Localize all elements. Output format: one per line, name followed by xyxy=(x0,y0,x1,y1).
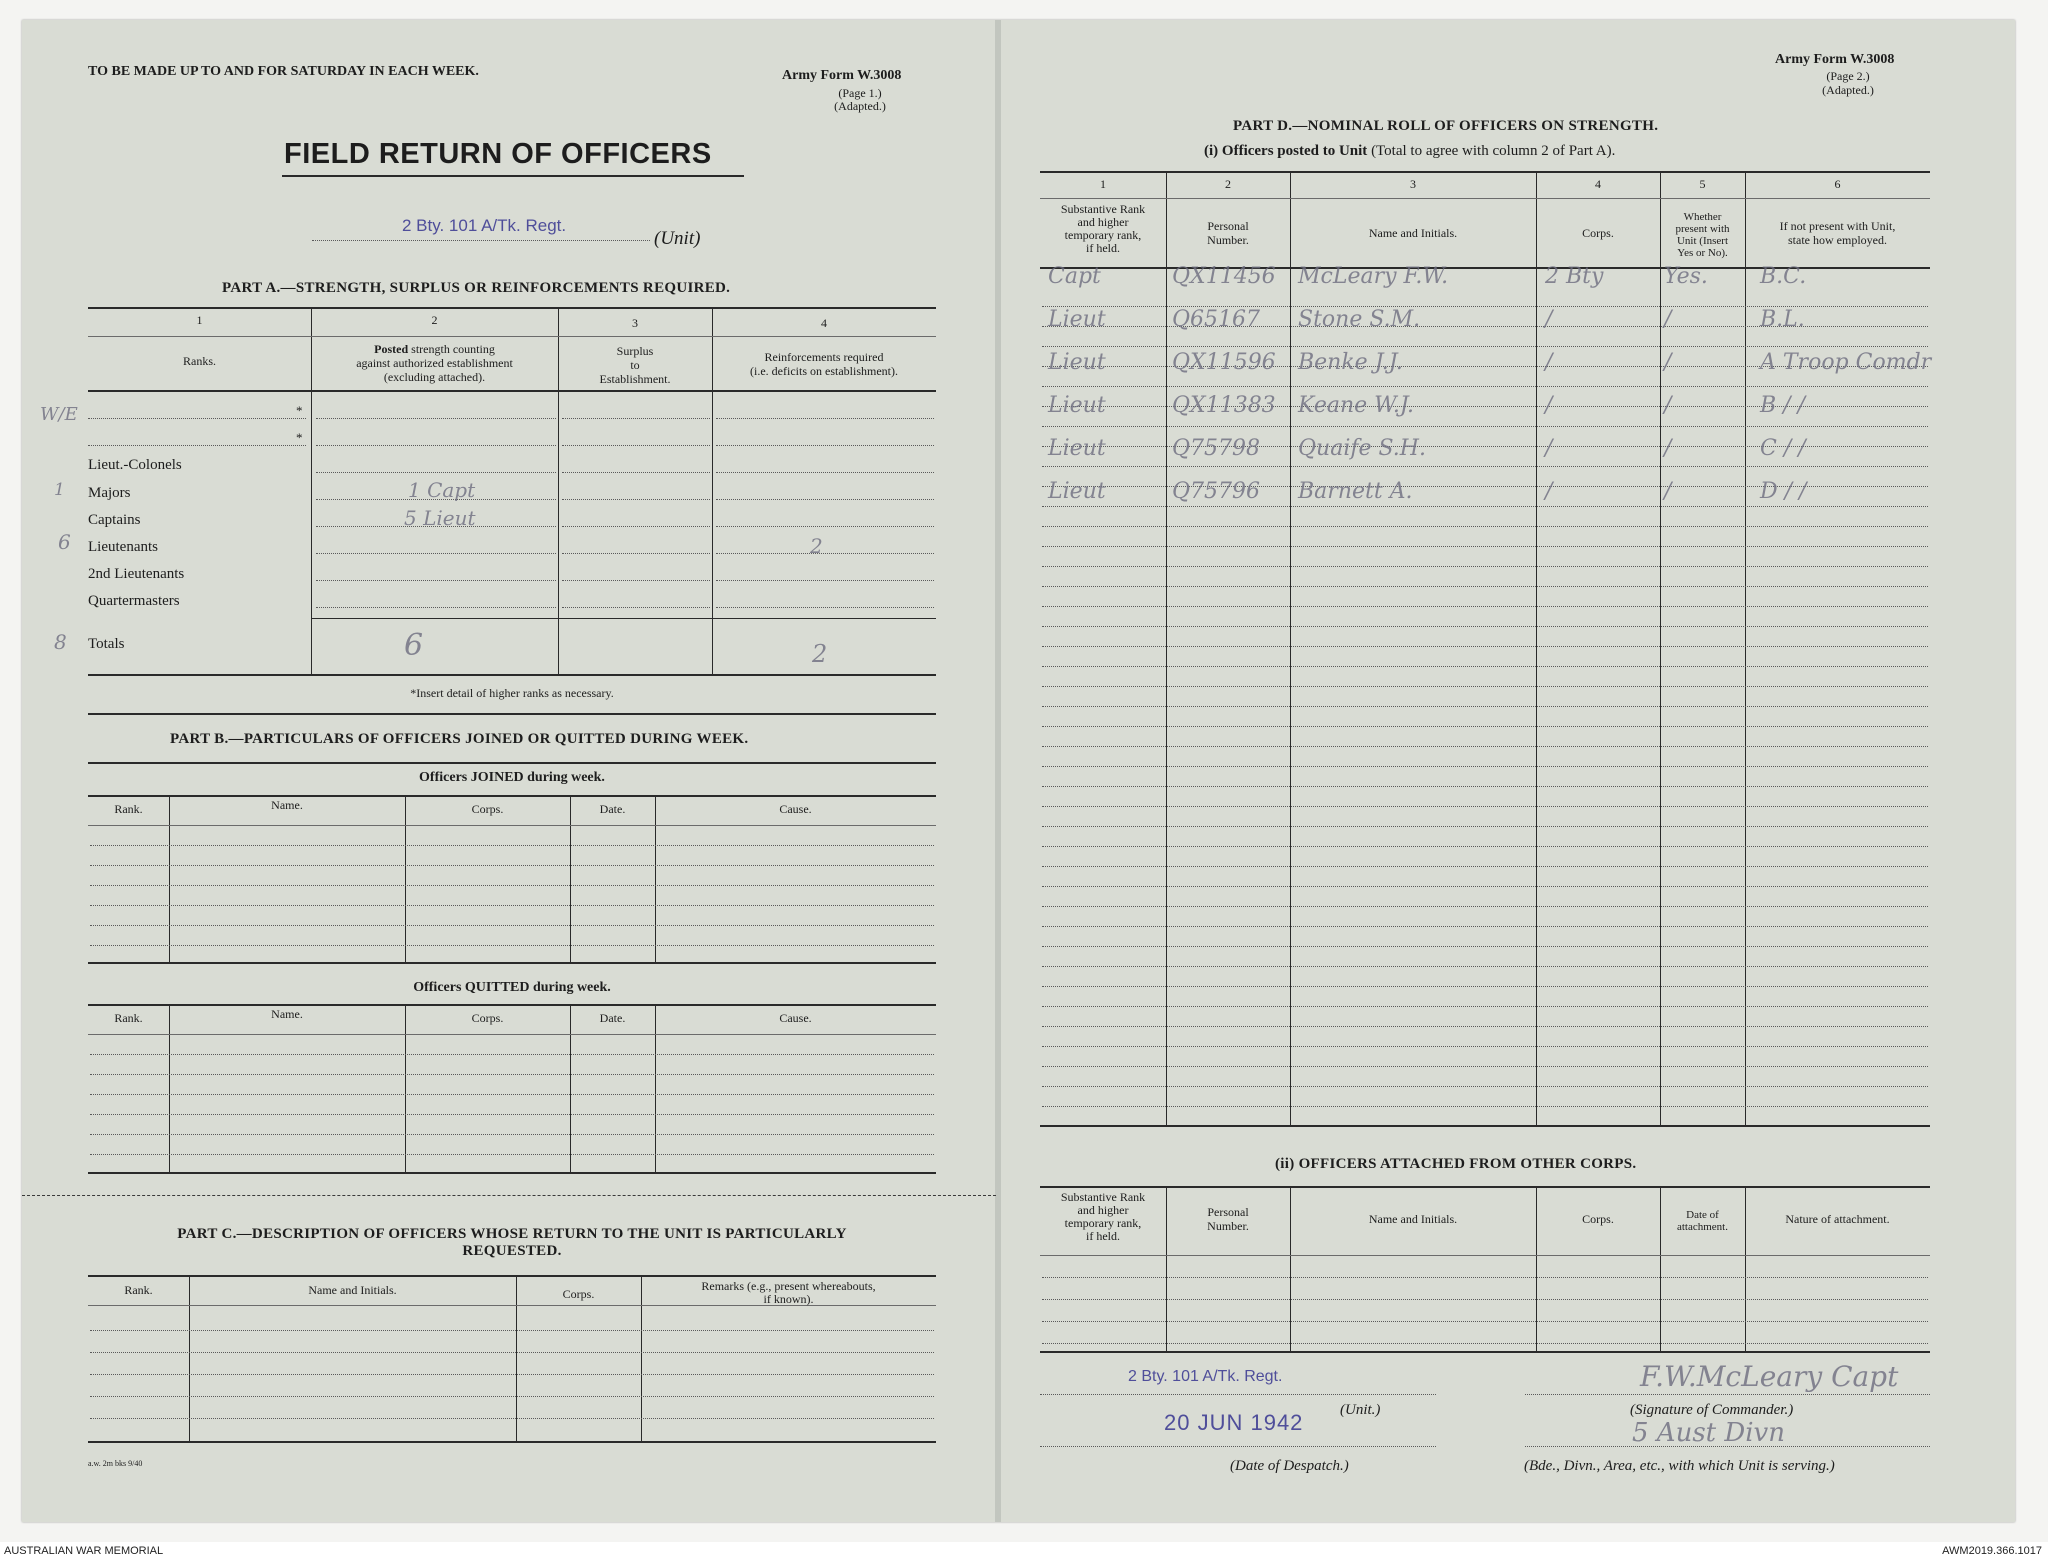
rank-label: Quartermasters xyxy=(88,593,180,609)
unit-stamp-p2: 2 Bty. 101 A/Tk. Regt. xyxy=(1128,1368,1283,1385)
part-d-col-divider xyxy=(1290,171,1291,1126)
roll-cell-number: QX11383 xyxy=(1172,393,1276,418)
joined-col-head: Cause. xyxy=(779,802,812,816)
present-head-line: present with xyxy=(1675,223,1730,235)
part-a-head-rule xyxy=(88,390,936,392)
part-c-row-line xyxy=(90,1374,934,1375)
part-d-sub-bold: (i) Officers posted to Unit xyxy=(1204,143,1368,159)
part-a-row-line xyxy=(562,445,710,446)
part-c-remarks-line1: Remarks (e.g., present whereabouts, xyxy=(701,1279,876,1293)
rank-label: Lieutenants xyxy=(88,539,158,555)
part-c-col-head: Corps. xyxy=(562,1287,595,1301)
employed-head-line: If not present with Unit, xyxy=(1779,219,1896,233)
title-underline xyxy=(282,175,744,177)
roll-cell-employed: B.C. xyxy=(1760,264,1807,289)
att-pn-col-head xyxy=(1166,1205,1290,1233)
part-d-row-line xyxy=(1042,806,1928,807)
attached-row-line xyxy=(1042,1277,1928,1278)
part-d-row-line xyxy=(1042,346,1928,347)
part-a-row-line xyxy=(316,553,556,554)
print-code: a.w. 2m bks 9/40 xyxy=(88,1459,143,1468)
part-a-row-line xyxy=(562,607,710,608)
roll-cell-number: QX11456 xyxy=(1172,264,1276,289)
part-d-row-line xyxy=(1042,426,1928,427)
ranks-col-head: Ranks. xyxy=(183,354,216,368)
quitted-col-head: Cause. xyxy=(779,1011,812,1025)
surplus-line2: to xyxy=(630,358,640,372)
part-a-heading: PART A.—STRENGTH, SURPLUS OR REINFORCEMENTS REQUIRED. xyxy=(222,280,731,296)
hw-posted-capt: 1 Capt xyxy=(408,478,476,502)
roll-cell-employed: D / / xyxy=(1760,479,1807,504)
roll-cell-name: McLeary F.W. xyxy=(1298,264,1449,289)
joined-col-head: Corps. xyxy=(471,802,504,816)
roll-cell-number: QX11596 xyxy=(1172,350,1276,375)
part-c-heading-line1: PART C.—DESCRIPTION OF OFFICERS WHOSE RETURN TO THE UNIT IS PARTICULARLY xyxy=(177,1226,847,1242)
part-d-heading: PART D.—NOMINAL ROLL OF OFFICERS ON STRENGTH. xyxy=(1233,118,1659,134)
part-b-col-divider xyxy=(169,1006,170,1172)
form-id-p1: Army Form W.3008 xyxy=(782,68,902,83)
surplus-line1: Surplus xyxy=(616,344,654,358)
quitted-col-head: Corps. xyxy=(471,1011,504,1025)
attached-col-divider xyxy=(1290,1186,1291,1352)
star-marker: * xyxy=(296,403,303,418)
part-b-row-line xyxy=(90,845,934,846)
part-c-col-divider xyxy=(189,1277,190,1441)
unit-stamp-p1: 2 Bty. 101 A/Tk. Regt. xyxy=(402,216,567,235)
part-b-row-line xyxy=(90,1134,934,1135)
pn-head-line: Personal xyxy=(1207,219,1249,233)
attached-top-rule xyxy=(1040,1186,1930,1188)
archive-footer xyxy=(0,1542,2048,1561)
part-b-col-divider xyxy=(405,797,406,962)
employed-col-head xyxy=(1745,219,1930,247)
att-date-head-line: attachment. xyxy=(1676,1221,1728,1233)
part-a-end-rule xyxy=(88,713,936,715)
formation-line xyxy=(1525,1446,1930,1447)
hw-margin-6: 6 xyxy=(58,530,71,554)
part-d-row-line xyxy=(1042,646,1928,647)
part-a-row-line xyxy=(562,472,710,473)
surplus-line3: Establishment. xyxy=(599,372,671,386)
part-c-row-line xyxy=(90,1418,934,1419)
att-date-col-head xyxy=(1660,1209,1745,1233)
rank-label: Lieut.-Colonels xyxy=(88,457,182,473)
attached-bottom-rule xyxy=(1040,1351,1930,1353)
part-d-row-line xyxy=(1042,1086,1928,1087)
col-number: 1 xyxy=(196,313,203,327)
rank-label: 2nd Lieutenants xyxy=(88,566,185,582)
col-number: 2 xyxy=(1225,177,1231,191)
att-pn-head-line: Number. xyxy=(1207,1219,1249,1233)
roll-cell-number: Q75796 xyxy=(1172,479,1261,504)
part-d-col-divider xyxy=(1166,171,1167,1126)
part-d-row-line xyxy=(1042,586,1928,587)
hw-reinf-lieut: 2 xyxy=(810,534,823,558)
joined-col-head: Rank. xyxy=(114,802,143,816)
col-number: 3 xyxy=(1410,177,1416,191)
part-d-row-line xyxy=(1042,1046,1928,1047)
attached-heading: (ii) OFFICERS ATTACHED FROM OTHER CORPS. xyxy=(1275,1156,1637,1172)
rank-head-line: Substantive Rank xyxy=(1060,202,1146,216)
part-d-row-line xyxy=(1042,466,1928,467)
part-a-row-line xyxy=(716,472,934,473)
signature-line xyxy=(1525,1394,1930,1395)
posted-col-head xyxy=(311,342,558,384)
part-d-row-line xyxy=(1042,606,1928,607)
joined-heading: Officers JOINED during week. xyxy=(419,770,605,785)
part-d-col-divider xyxy=(1536,171,1537,1126)
part-d-row-line xyxy=(1042,1006,1928,1007)
top-note: TO BE MADE UP TO AND FOR SATURDAY IN EACH WEEK. xyxy=(88,64,479,79)
part-c-col-head: Name and Initials. xyxy=(308,1283,397,1297)
cut-line xyxy=(22,1195,996,1196)
joined-head-rule xyxy=(88,795,936,797)
part-b-row-line xyxy=(90,1074,934,1075)
roll-cell-number: Q65167 xyxy=(1172,307,1261,332)
part-a-footnote: *Insert detail of higher ranks as necessary. xyxy=(410,686,614,700)
roll-cell-present: / xyxy=(1664,307,1672,332)
quitted-col-head: Name. xyxy=(271,1007,303,1021)
roll-cell-employed: B.L. xyxy=(1760,307,1805,332)
hw-posted-lieut: 5 Lieut xyxy=(404,506,476,530)
part-d-row-line xyxy=(1042,926,1928,927)
att-date-head-line: Date of xyxy=(1686,1209,1719,1221)
roll-cell-present: Yes. xyxy=(1664,264,1708,289)
rank-label: Majors xyxy=(88,485,131,501)
posted-line3: (excluding attached). xyxy=(383,370,486,384)
part-b-row-line xyxy=(90,905,934,906)
part-a-row-line xyxy=(562,418,710,419)
rank-label: Captains xyxy=(88,512,141,528)
part-c-remarks-line2: if known). xyxy=(763,1292,814,1306)
part-b-row-line xyxy=(90,885,934,886)
part-d-row-line xyxy=(1042,826,1928,827)
hw-margin-8: 8 xyxy=(54,630,67,654)
rank-head-line: if held. xyxy=(1086,241,1120,255)
roll-cell-name: Benke J.J. xyxy=(1298,350,1403,375)
col-number: 4 xyxy=(1595,177,1601,191)
pn-head-line: Number. xyxy=(1207,233,1249,247)
part-b-row-line xyxy=(90,1154,934,1155)
part-d-row-line xyxy=(1042,666,1928,667)
att-rank-head-line: Substantive Rank xyxy=(1060,1190,1146,1204)
roll-cell-rank: Lieut xyxy=(1048,393,1106,418)
part-a-row-line xyxy=(316,445,556,446)
part-b-row-line xyxy=(90,1054,934,1055)
att-rank-head-line: and higher xyxy=(1077,1203,1129,1217)
roll-cell-corps: / xyxy=(1545,393,1553,418)
part-d-row-line xyxy=(1042,626,1928,627)
att-nature-col-head: Nature of attachment. xyxy=(1785,1212,1890,1226)
footer-unit-line xyxy=(1040,1394,1436,1395)
part-b-heading: PART B.—PARTICULARS OF OFFICERS JOINED OR QUITTED DURING WEEK. xyxy=(170,731,749,747)
personal-number-col-head xyxy=(1166,219,1290,247)
roll-cell-rank: Lieut xyxy=(1048,350,1106,375)
quitted-col-head: Date. xyxy=(599,1011,626,1025)
roll-cell-present: / xyxy=(1664,436,1672,461)
surplus-col-head xyxy=(558,344,712,386)
part-d-number-rule xyxy=(1040,198,1930,199)
part-b-row-line xyxy=(90,1094,934,1095)
reinf-line1: Reinforcements required xyxy=(764,350,884,364)
part-b-col-divider xyxy=(570,1006,571,1172)
adapted-p1: (Adapted.) xyxy=(834,99,886,113)
attached-col-divider xyxy=(1745,1186,1746,1352)
present-head-line: Unit (Insert xyxy=(1676,235,1728,247)
form-id-p2: Army Form W.3008 xyxy=(1775,52,1895,67)
part-d-row-line xyxy=(1042,986,1928,987)
page-title: FIELD RETURN OF OFFICERS xyxy=(284,138,712,170)
part-d-row-line xyxy=(1042,886,1928,887)
page-label-p2: (Page 2.) xyxy=(1826,69,1870,83)
rank-col-head xyxy=(1040,203,1166,255)
part-a-row-line xyxy=(716,418,934,419)
part-a-bottom-rule xyxy=(88,674,936,676)
part-a-row-line xyxy=(716,607,934,608)
blank-rank-line xyxy=(88,445,306,446)
hw-total-reinf: 2 xyxy=(812,640,828,668)
part-a-top-rule xyxy=(88,307,936,309)
part-a-row-line xyxy=(316,472,556,473)
part-d-col-divider xyxy=(1660,171,1661,1126)
col-number: 5 xyxy=(1699,177,1706,191)
part-d-row-line xyxy=(1042,766,1928,767)
archive-right-label: AWM2019.366.1017 xyxy=(1942,1545,2042,1557)
roll-cell-corps: / xyxy=(1545,350,1553,375)
attached-head-rule xyxy=(1040,1255,1930,1256)
archive-left-label: AUSTRALIAN WAR MEMORIAL xyxy=(4,1545,164,1557)
part-a-row-line xyxy=(316,607,556,608)
footer-date-label: (Date of Despatch.) xyxy=(1230,1458,1349,1474)
part-d-sub-rest: (Total to agree with column 2 of Part A). xyxy=(1371,143,1616,159)
roll-cell-employed: B / / xyxy=(1760,393,1805,418)
roll-cell-rank: Lieut xyxy=(1048,479,1106,504)
corps-col-head: Corps. xyxy=(1582,226,1614,240)
part-a-row-line xyxy=(716,526,934,527)
part-d-row-line xyxy=(1042,726,1928,727)
present-col-head xyxy=(1660,211,1745,259)
part-c-row-line xyxy=(90,1396,934,1397)
center-fold xyxy=(995,20,1001,1522)
part-a-row-line xyxy=(316,418,556,419)
att-rank-head-line: temporary rank, xyxy=(1064,1216,1142,1230)
part-d-col-divider xyxy=(1745,171,1746,1126)
part-c-row-line xyxy=(90,1352,934,1353)
roll-cell-present: / xyxy=(1664,479,1672,504)
roll-cell-employed: C / / xyxy=(1760,436,1806,461)
part-d-row-line xyxy=(1042,1106,1928,1107)
part-a-row-line xyxy=(716,553,934,554)
part-d-row-line xyxy=(1042,746,1928,747)
joined-col-head: Date. xyxy=(599,802,626,816)
formation-label: (Bde., Divn., Area, etc., with which Unit is serving.) xyxy=(1524,1458,1835,1474)
reinforcements-col-head xyxy=(712,350,936,378)
totals-rule xyxy=(311,618,936,619)
part-c-heading-line2: REQUESTED. xyxy=(462,1243,562,1259)
roll-cell-corps: / xyxy=(1545,307,1553,332)
part-b-row-line xyxy=(90,925,934,926)
roll-cell-name: Quaife S.H. xyxy=(1298,436,1426,461)
name-col-head: Name and Initials. xyxy=(1368,226,1458,240)
hw-total-posted: 6 xyxy=(404,628,424,663)
part-b-top-rule xyxy=(88,762,936,764)
star-marker: * xyxy=(296,430,303,445)
roll-cell-number: Q75798 xyxy=(1172,436,1261,461)
roll-cell-rank: Capt xyxy=(1048,264,1101,289)
part-d-row-line xyxy=(1042,526,1928,527)
part-b-row-line xyxy=(90,1114,934,1115)
attached-row-line xyxy=(1042,1321,1928,1322)
posted-bold: Posted xyxy=(374,342,409,356)
unit-label-p1: (Unit) xyxy=(654,228,701,249)
part-b-col-divider xyxy=(570,797,571,962)
part-b-row-line xyxy=(90,865,934,866)
part-d-row-line xyxy=(1042,846,1928,847)
part-d-row-line xyxy=(1042,946,1928,947)
part-b-col-divider xyxy=(405,1006,406,1172)
part-b-col-divider xyxy=(655,797,656,962)
present-head-line: Whether xyxy=(1683,211,1722,223)
part-a-row-line xyxy=(562,553,710,554)
att-rank-col-head xyxy=(1040,1191,1166,1243)
roll-cell-employed: A Troop Comdr xyxy=(1760,350,1932,375)
part-d-row-line xyxy=(1042,546,1928,547)
roll-cell-name: Barnett A. xyxy=(1298,479,1413,504)
part-d-row-line xyxy=(1042,1066,1928,1067)
reinf-line2: (i.e. deficits on establishment). xyxy=(750,364,898,378)
part-b-col-divider xyxy=(169,797,170,962)
roll-cell-name: Keane W.J. xyxy=(1298,393,1415,418)
roll-cell-name: Stone S.M. xyxy=(1298,307,1421,332)
part-d-row-line xyxy=(1042,686,1928,687)
part-d-row-line xyxy=(1042,786,1928,787)
attached-col-divider xyxy=(1536,1186,1537,1352)
blank-rank-line xyxy=(88,418,306,419)
col-number: 2 xyxy=(431,313,438,327)
part-d-row-line xyxy=(1042,506,1928,507)
part-c-col-head: Rank. xyxy=(124,1283,153,1297)
footer-unit-label: (Unit.) xyxy=(1340,1402,1381,1418)
roll-cell-corps: / xyxy=(1545,436,1553,461)
part-d-row-line xyxy=(1042,966,1928,967)
part-a-row-line xyxy=(716,499,934,500)
part-d-bottom-rule xyxy=(1040,1125,1930,1127)
col-number: 6 xyxy=(1834,177,1841,191)
part-d-row-line xyxy=(1042,566,1928,567)
roll-cell-rank: Lieut xyxy=(1048,307,1106,332)
part-d-subheading xyxy=(1204,143,1615,160)
adapted-p2: (Adapted.) xyxy=(1822,83,1874,97)
col-number: 3 xyxy=(632,316,638,330)
att-pn-head-line: Personal xyxy=(1207,1205,1249,1219)
part-c-top-rule xyxy=(88,1275,936,1277)
present-head-line: Yes or No). xyxy=(1677,247,1728,259)
part-c-row-line xyxy=(90,1330,934,1331)
quitted-col-head: Rank. xyxy=(114,1011,143,1025)
part-a-row-line xyxy=(562,580,710,581)
hw-margin-we: W/E xyxy=(40,404,78,425)
posted-rest: strength counting xyxy=(411,342,495,356)
quitted-bottom-rule xyxy=(88,1172,936,1174)
roll-cell-corps: 2 Bty xyxy=(1545,264,1604,289)
att-corps-col-head: Corps. xyxy=(1582,1212,1614,1226)
part-b-col-divider xyxy=(655,1006,656,1172)
att-name-col-head: Name and Initials. xyxy=(1368,1212,1458,1226)
signature-label: (Signature of Commander.) xyxy=(1630,1402,1794,1418)
part-d-row-line xyxy=(1042,706,1928,707)
part-d-row-line xyxy=(1042,906,1928,907)
joined-col-head: Name. xyxy=(271,798,303,812)
attached-row-line xyxy=(1042,1343,1928,1344)
hw-margin-1: 1 xyxy=(54,480,65,500)
part-b-head-line xyxy=(88,825,936,826)
rank-head-line: temporary rank, xyxy=(1064,228,1142,242)
part-b-head-line xyxy=(88,1034,936,1035)
totals-label: Totals xyxy=(88,636,125,652)
quitted-heading: Officers QUITTED during week. xyxy=(413,980,611,995)
part-b-row-line xyxy=(90,945,934,946)
part-d-row-line xyxy=(1042,1026,1928,1027)
formation-handwritten: 5 Aust Divn xyxy=(1632,1418,1785,1448)
footer-date-line xyxy=(1040,1446,1436,1447)
roll-cell-corps: / xyxy=(1545,479,1553,504)
part-c-bottom-rule xyxy=(88,1441,936,1443)
joined-bottom-rule xyxy=(88,962,936,964)
roll-cell-present: / xyxy=(1664,350,1672,375)
posted-line2: against authorized establishment xyxy=(356,356,513,370)
roll-cell-present: / xyxy=(1664,393,1672,418)
col-number: 1 xyxy=(1100,177,1106,191)
att-rank-head-line: if held. xyxy=(1086,1229,1120,1243)
rank-head-line: and higher xyxy=(1077,215,1129,229)
part-c-heading xyxy=(88,1226,936,1260)
quitted-head-rule xyxy=(88,1004,936,1006)
part-a-row-line xyxy=(716,580,934,581)
date-stamp: 20 JUN 1942 xyxy=(1164,1410,1304,1435)
page-label-p1: (Page 1.) xyxy=(838,86,882,100)
commander-signature: F.W.McLeary Capt xyxy=(1640,1360,1899,1393)
part-a-row-line xyxy=(562,526,710,527)
part-a-row-line xyxy=(562,499,710,500)
part-d-top-rule xyxy=(1040,171,1930,173)
part-a-number-rule xyxy=(88,336,936,337)
unit-dotted-line xyxy=(312,240,650,241)
roll-cell-rank: Lieut xyxy=(1048,436,1106,461)
attached-row-line xyxy=(1042,1299,1928,1300)
part-a-row-line xyxy=(316,580,556,581)
part-d-row-line xyxy=(1042,386,1928,387)
col-number: 4 xyxy=(821,316,827,330)
part-d-row-line xyxy=(1042,866,1928,867)
part-a-row-line xyxy=(716,445,934,446)
employed-head-line: state how employed. xyxy=(1788,233,1887,247)
